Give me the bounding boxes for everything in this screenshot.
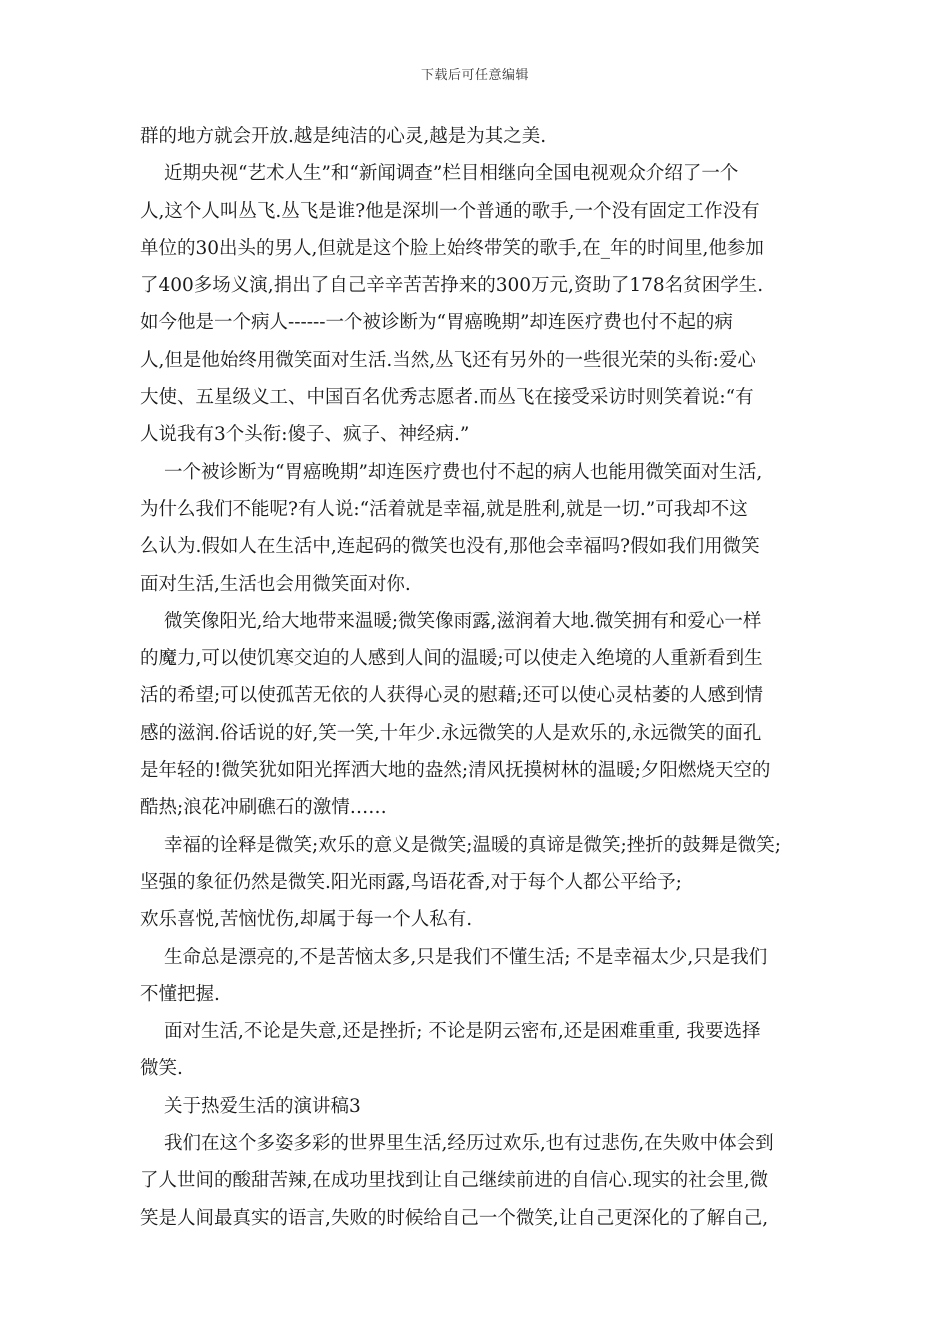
text-line: 了人世间的酸甜苦辣,在成功里找到让自己继续前进的自信心.现实的社会里,微 — [140, 1170, 769, 1192]
text-line: 微笑. — [140, 1058, 183, 1080]
text-line: 近期央视“艺术人生”和“新闻调查”栏目相继向全国电视观众介绍了一个 — [164, 163, 739, 185]
text-line: 幸福的诠释是微笑;欢乐的意义是微笑;温暖的真谛是微笑;挫折的鼓舞是微笑; — [164, 834, 781, 856]
text-line: 笑是人间最真实的语言,失败的时候给自己一个微笑,让自己更深化的了解自己, — [140, 1207, 769, 1229]
text-line: 面对生活,生活也会用微笑面对你. — [140, 573, 411, 595]
document-body — [140, 118, 820, 1237]
text-line: 酷热;浪花冲刷礁石的激情…… — [140, 797, 387, 819]
text-line: 感的滋润.俗话说的好,笑一笑,十年少.永远微笑的人是欢乐的,永远微笑的面孔 — [140, 722, 762, 744]
text-line: 的魔力,可以使饥寒交迫的人感到人间的温暖;可以使走入绝境的人重新看到生 — [140, 648, 763, 670]
page-header: 下载后可任意编辑 — [420, 68, 529, 83]
text-line: 单位的30出头的男人,但就是这个脸上始终带笑的歌手,在_年的时间里,他参加 — [140, 237, 764, 259]
text-line: 我们在这个多姿多彩的世界里生活,经历过欢乐,也有过悲伤,在失败中体会到 — [164, 1133, 774, 1155]
text-line: 活的希望;可以使孤苦无依的人获得心灵的慰藉;还可以使心灵枯萎的人感到情 — [140, 685, 763, 707]
text-line: 是年轻的!微笑犹如阳光挥洒大地的盎然;清风抚摸树林的温暖;夕阳燃烧天空的 — [140, 760, 771, 782]
text-line: 生命总是漂亮的,不是苦恼太多,只是我们不懂生活; 不是幸福太少,只是我们 — [164, 946, 768, 968]
text-line: 面对生活,不论是失意,还是挫折; 不论是阴云密布,还是困难重重, 我要选择 — [164, 1021, 761, 1043]
text-line: 人,但是他始终用微笑面对生活.当然,丛飞还有另外的一些很光荣的头衔:爱心 — [140, 349, 756, 371]
text-line: 欢乐喜悦,苦恼忧伤,却属于每一个人私有. — [140, 909, 473, 931]
text-line: 么认为.假如人在生活中,连起码的微笑也没有,那他会幸福吗?假如我们用微笑 — [140, 536, 760, 558]
text-line: 人说我有3个头衔:傻子、疯子、神经病.” — [140, 424, 470, 446]
text-line: 大使、五星级义工、中国百名优秀志愿者.而丛飞在接受采访时则笑着说:“有 — [140, 387, 754, 409]
text-line: 不懂把握. — [140, 983, 220, 1005]
text-line: 为什么我们不能呢?有人说:“活着就是幸福,就是胜利,就是一切.”可我却不这 — [140, 498, 748, 520]
text-line: 坚强的象征仍然是微笑.阳光雨露,鸟语花香,对于每个人都公平给予; — [140, 871, 682, 893]
text-line: 微笑像阳光,给大地带来温暖;微笑像雨露,滋润着大地.微笑拥有和爱心一样 — [164, 610, 762, 632]
text-line: 如今他是一个病人------一个被诊断为“胃癌晚期”却连医疗费也付不起的病 — [140, 312, 733, 334]
text-line: 人,这个人叫丛飞.丛飞是谁?他是深圳一个普通的歌手,一个没有固定工作没有 — [140, 200, 760, 222]
text-line: 群的地方就会开放.越是纯洁的心灵,越是为其之美. — [140, 126, 547, 147]
text-line: 关于热爱生活的演讲稿3 — [164, 1095, 361, 1117]
text-line: 一个被诊断为“胃癌晚期”却连医疗费也付不起的病人也能用微笑面对生活, — [164, 461, 763, 483]
text-line: 了400多场义演,捐出了自己辛辛苦苦挣来的300万元,资助了178名贫困学生. — [140, 275, 764, 297]
